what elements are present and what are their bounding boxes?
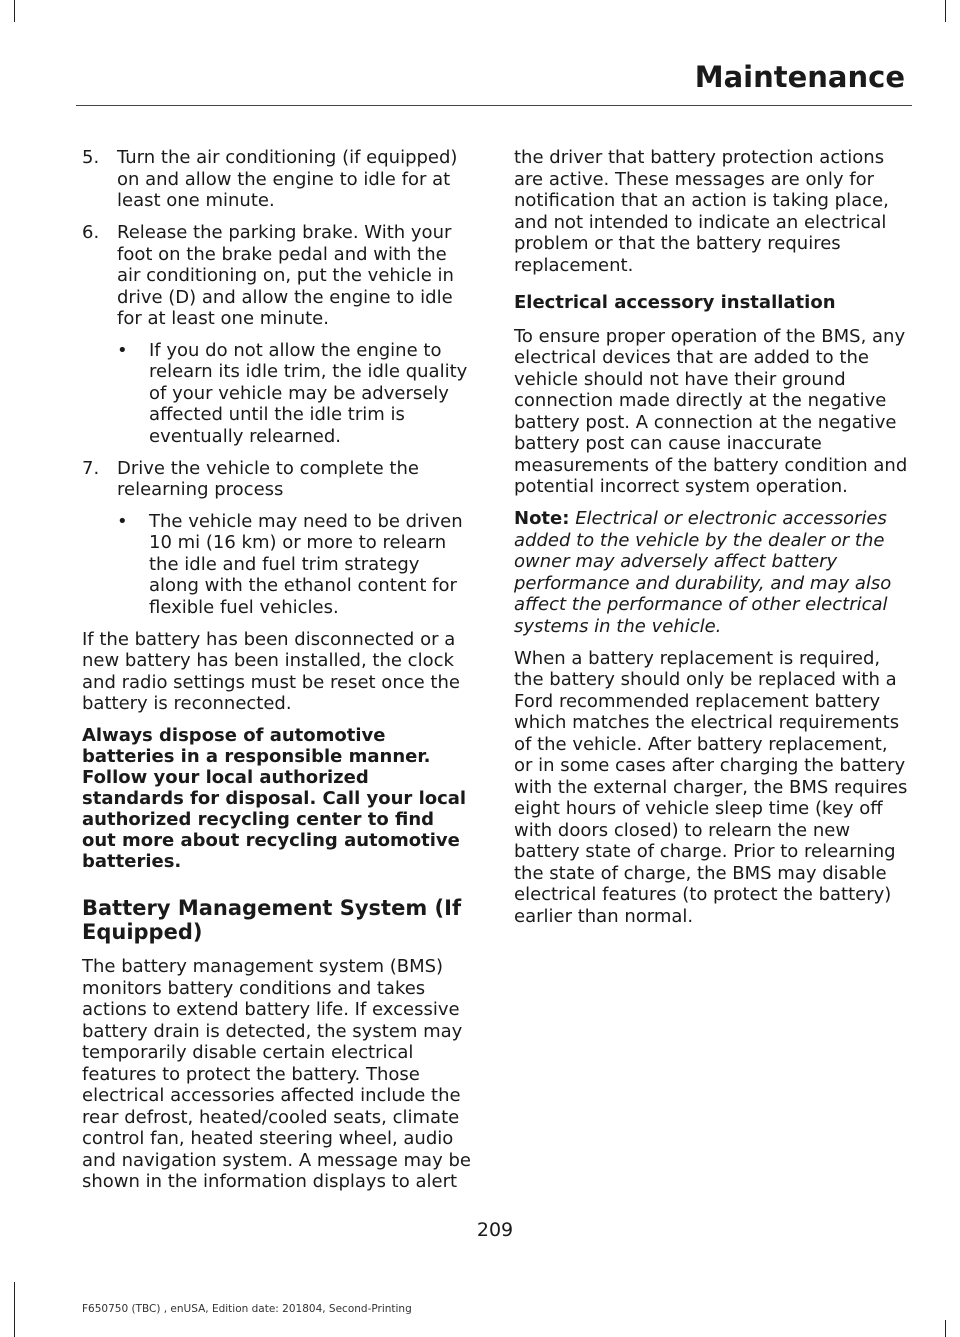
footer-edition-text: F650750 (TBC) , enUSA, Edition date: 201804, Second-Printing [82, 1303, 412, 1315]
accessory-paragraph: To ensure proper operation of the BMS, any electrical devices that are added to the vehicle should not have their ground connection made directly at the negative battery post. A connection at the negative battery post can cause inaccurate measurements of the battery condition and potential incorrect system operation. [514, 325, 908, 497]
page-number: 209 [476, 1219, 514, 1241]
bms-paragraph-continued: the driver that battery protection actions are active. These messages are only for notification that an action is taking place, and not intended to indicate an electrical problem or that the battery requires replacement. [514, 147, 889, 276]
step-text: Drive the vehicle to complete the relearning process [117, 457, 419, 500]
step-bullet-list [117, 340, 474, 448]
step-item [82, 222, 474, 447]
crop-mark-bottom-left [14, 1282, 15, 1337]
crop-mark-top-right [945, 0, 946, 22]
bullet-glyph: • [117, 339, 128, 361]
step-text: Turn the air conditioning (if equipped) on and allow the engine to idle for at least one minute. [117, 147, 458, 211]
bullet-glyph: • [117, 510, 128, 532]
header-rule [76, 105, 912, 106]
subheading: Electrical accessory installation [514, 292, 836, 313]
crop-mark-top-left [14, 0, 15, 22]
note-label: Note: [514, 508, 570, 529]
relearn-steps-list [82, 147, 474, 618]
reset-settings-paragraph: If the battery has been disconnected or a new battery has been installed, the clock and radio settings must be reset once the battery is reconnected. [82, 628, 460, 714]
replacement-paragraph: When a battery replacement is required, the battery should only be replaced with a Ford recommended replacement battery which matches the electrical requirements of the vehicle. After battery replacement, or in some cases after charging the battery with the external charger, the BMS requires eight hours of vehicle sleep time (key off with doors closed) to relearn the new battery state of charge. Prior to relearning the state of charge, the BMS may disable electrical features (to protect the battery) earlier than normal. [514, 647, 908, 927]
step-text: Release the parking brake. With your foot on the brake pedal and with the air conditioning on, put the vehicle in drive (D) and allow the engine to idle for at least one minute. [117, 222, 454, 329]
step-number: 5. [82, 147, 100, 168]
page-header-title: Maintenance [694, 60, 905, 94]
left-column [82, 147, 474, 1203]
step-item [82, 147, 474, 212]
bullet-text: If you do not allow the engine to relearn its idle trim, the idle quality of your vehicle may be adversely affected until the idle trim is eventually relearned. [149, 339, 468, 447]
step-item [82, 458, 474, 619]
step-bullet-list [117, 511, 474, 619]
bms-paragraph: The battery management system (BMS) monitors battery conditions and takes actions to extend battery life. If excessive battery drain is detected, the system may temporarily disable certain electrical features to protect the battery. Those electrical accessories affected include the rear defrost, heated/cooled seats, climate control fan, heated steering wheel, audio and navigation system. A message may be shown in the information displays to alert [82, 956, 471, 1192]
right-column [514, 147, 908, 938]
step-number: 6. [82, 222, 100, 243]
bullet-item [117, 511, 474, 619]
section-heading: Battery Management System (If Equipped) [82, 896, 462, 944]
note-text: Electrical or electronic accessories added to the vehicle by the dealer or the owner may adversely affect battery performance and durability, and may also affect the performance of other electrical systems in the vehicle. [514, 508, 892, 637]
bullet-item [117, 340, 474, 448]
note-paragraph [514, 508, 908, 637]
step-number: 7. [82, 457, 100, 479]
crop-mark-bottom-right [945, 1320, 946, 1337]
disposal-warning: Always dispose of automotive batteries in a responsible manner. Follow your local authorized standards for disposal. Call your local authorized recycling center to find out more about recycling automotive batteries. [82, 725, 467, 872]
bullet-text: The vehicle may need to be driven 10 mi (16 km) or more to relearn the idle and fuel trim strategy along with the ethanol content for flexible fuel vehicles. [149, 510, 463, 618]
